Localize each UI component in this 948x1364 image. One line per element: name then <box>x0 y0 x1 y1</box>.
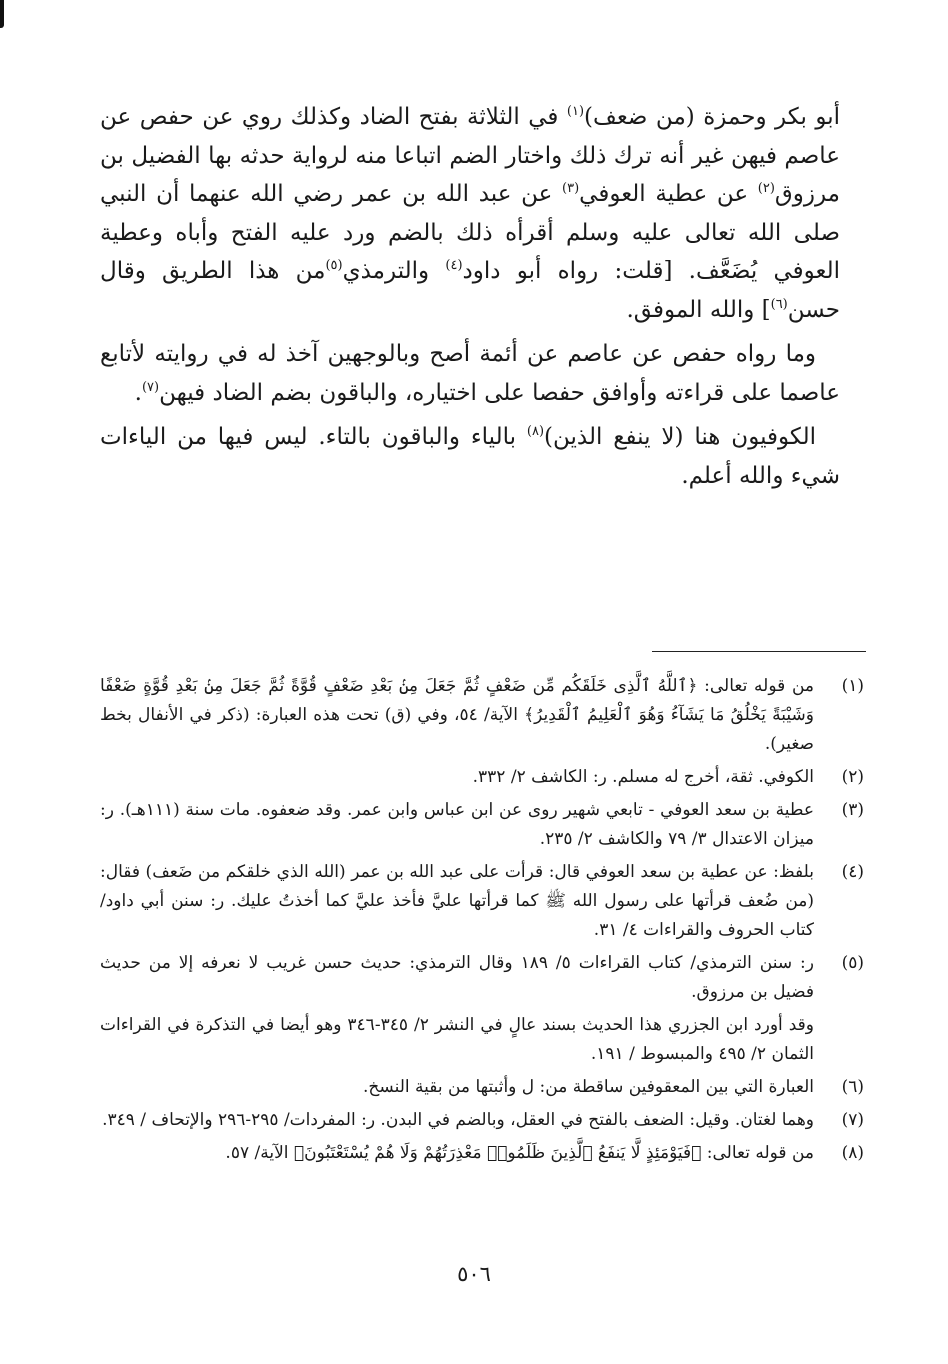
paragraph-1: أبو بكر وحمزة (من ضعف)$^{(١)}$ في الثلاثة بفتح الضاد وكذلك روي عن حفص عن عاصم فيهن غير أنه ترك ذلك واختار الضم اتباعا منه لرواية حدثه بها الفضيل بن مرزوق$^{(٢)}$ عن عطية العوفي$^{(٣)}$ عن عبد الله بن عمر رضي الله عنهما أن النبي صلى الله تعالى عليه وسلم أقرأه ذلك بالضم ورد عليه الفتح وأباه وعطية العوفي يُضَعَّف. [قلت: رواه أبو داود$^{(٤)}$ والترمذي$^{(٥)}$من هذا الطريق وقال حسن$^{(٦)}$] والله الموفق. <box>100 104 840 323</box>
footnote-ref-3[interactable]: (٣) <box>562 181 580 196</box>
page-number: ٥٠٦ <box>457 1262 491 1286</box>
footnote-6 <box>100 1073 870 1102</box>
main-text <box>100 98 840 501</box>
footnote-ref-6[interactable]: (٦) <box>770 296 788 312</box>
footnote-number: (٤) <box>841 862 864 882</box>
footnote-ref-4[interactable]: (٤) <box>445 258 463 273</box>
footnote-number: (٣) <box>841 800 864 820</box>
footnote-number: (٦) <box>841 1077 864 1097</box>
scan-edge-mark <box>0 0 4 28</box>
footnote-text: من قوله تعالى: ﴿ٱللَّهُ ٱلَّذِى خَلَقَكُم مِّن ضَعْفٍ ثُمَّ جَعَلَ مِنۢ بَعْدِ ضَعْفٍ قُوَّةً ثُمَّ جَعَلَ مِنۢ بَعْدِ قُوَّةٍ ضَعْفًا وَشَيْبَةً يَخْلُقُ مَا يَشَآءُ وَهُوَ ٱلْعَلِيمُ ٱلْقَدِيرُ﴾ الآية/ ٥٤، وفي (ق) تحت هذه العبارة: (ذكر في الأنفال بخط صغير). <box>100 676 814 754</box>
footnote-text: ر: سنن الترمذي/ كتاب القراءات ٥/ ١٨٩ وقال الترمذي: حديث حسن غريب لا نعرفه إلا من حديث فضيل بن مرزوق. <box>100 953 814 1002</box>
footnote-number: (٢) <box>841 767 864 787</box>
footnote-7 <box>100 1106 870 1135</box>
footnote-5-continuation: وقد أورد ابن الجزري هذا الحديث بسند عالٍ في النشر ٢/ ٣٤٥-٣٤٦ وهو أيضا في التذكرة في القراءات الثمان ٢/ ٤٩٥ والمبسوط / ١٩١. <box>100 1015 815 1064</box>
footnote-text: العبارة التي بين المعقوفين ساقطة من: ل وأثبتها من بقية النسخ. <box>363 1077 814 1097</box>
footnote-number: (٨) <box>841 1143 864 1163</box>
footnote-number: (٥) <box>841 953 864 973</box>
footnote-ref-1[interactable]: (١) <box>566 104 585 119</box>
footnote-2 <box>100 763 870 792</box>
paragraph-2: وما رواه حفص عن عاصم عن أئمة أصح وبالوجهين آخذ له في روايته لأتابع عاصما على قراءته وأوافق حفصا على اختياره، والباقون بضم الضاد فيهن$^{(٧)}$. <box>100 341 840 406</box>
footnote-4 <box>100 858 870 945</box>
footnote-ref-2[interactable]: (٢) <box>757 181 775 196</box>
footnote-number: (٧) <box>841 1110 864 1130</box>
footnote-5 <box>100 949 870 1007</box>
footnote-1 <box>100 672 870 759</box>
paragraph-3: الكوفيون هنا (لا ينفع الذين)$^{(٨)}$ بالياء والباقون بالتاء. ليس فيها من الياءات شيء والله أعلم. <box>100 424 840 489</box>
footnotes <box>100 672 870 1172</box>
footnote-ref-7[interactable]: (٧) <box>141 379 160 395</box>
footnote-ref-8[interactable]: (٨) <box>526 424 545 439</box>
footnote-text: عطية بن سعد العوفي - تابعي شهير روى عن ابن عباس وابن عمر. وقد ضعفوه. مات سنة (١١١هـ). ر: ميزان الاعتدال ٣/ ٧٩ والكاشف ٢/ ٢٣٥. <box>100 800 814 849</box>
footnote-text: بلفظ: عن عطية بن سعد العوفي قال: قرأت على عبد الله بن عمر (الله الذي خلقكم من ضَعف) فقال: (من ضُعف قرأتها على رسول الله ﷺ كما قرأتها عليَّ فأخذ عليَّ كما أخذتُ عليك. ر: سنن أبي داود/ كتاب الحروف والقراءات ٤/ ٣١. <box>100 862 814 940</box>
footnote-separator <box>652 651 866 652</box>
footnote-8 <box>100 1139 870 1168</box>
footnote-text: وهما لغتان. وقيل: الضعف بالفتح في العقل، وبالضم في البدن. ر: المفردات/ ٢٩٥-٢٩٦ والإتحاف / ٣٤٩. <box>102 1110 814 1130</box>
footnote-ref-5[interactable]: (٥) <box>325 258 343 273</box>
footnote-number: (١) <box>841 676 864 696</box>
footnote-text: الكوفي. ثقة، أخرج له مسلم. ر: الكاشف ٢/ ٣٣٢. <box>472 767 814 787</box>
footnote-3 <box>100 796 870 854</box>
footnote-text: من قوله تعالى: ﴿فَيَوْمَئِذٍ لَّا يَنفَعُ ٱلَّذِينَ ظَلَمُوا۟ مَعْذِرَتُهُمْ وَلَا هُمْ يُسْتَعْتَبُونَ﴾ الآية/ ٥٧. <box>225 1143 814 1163</box>
